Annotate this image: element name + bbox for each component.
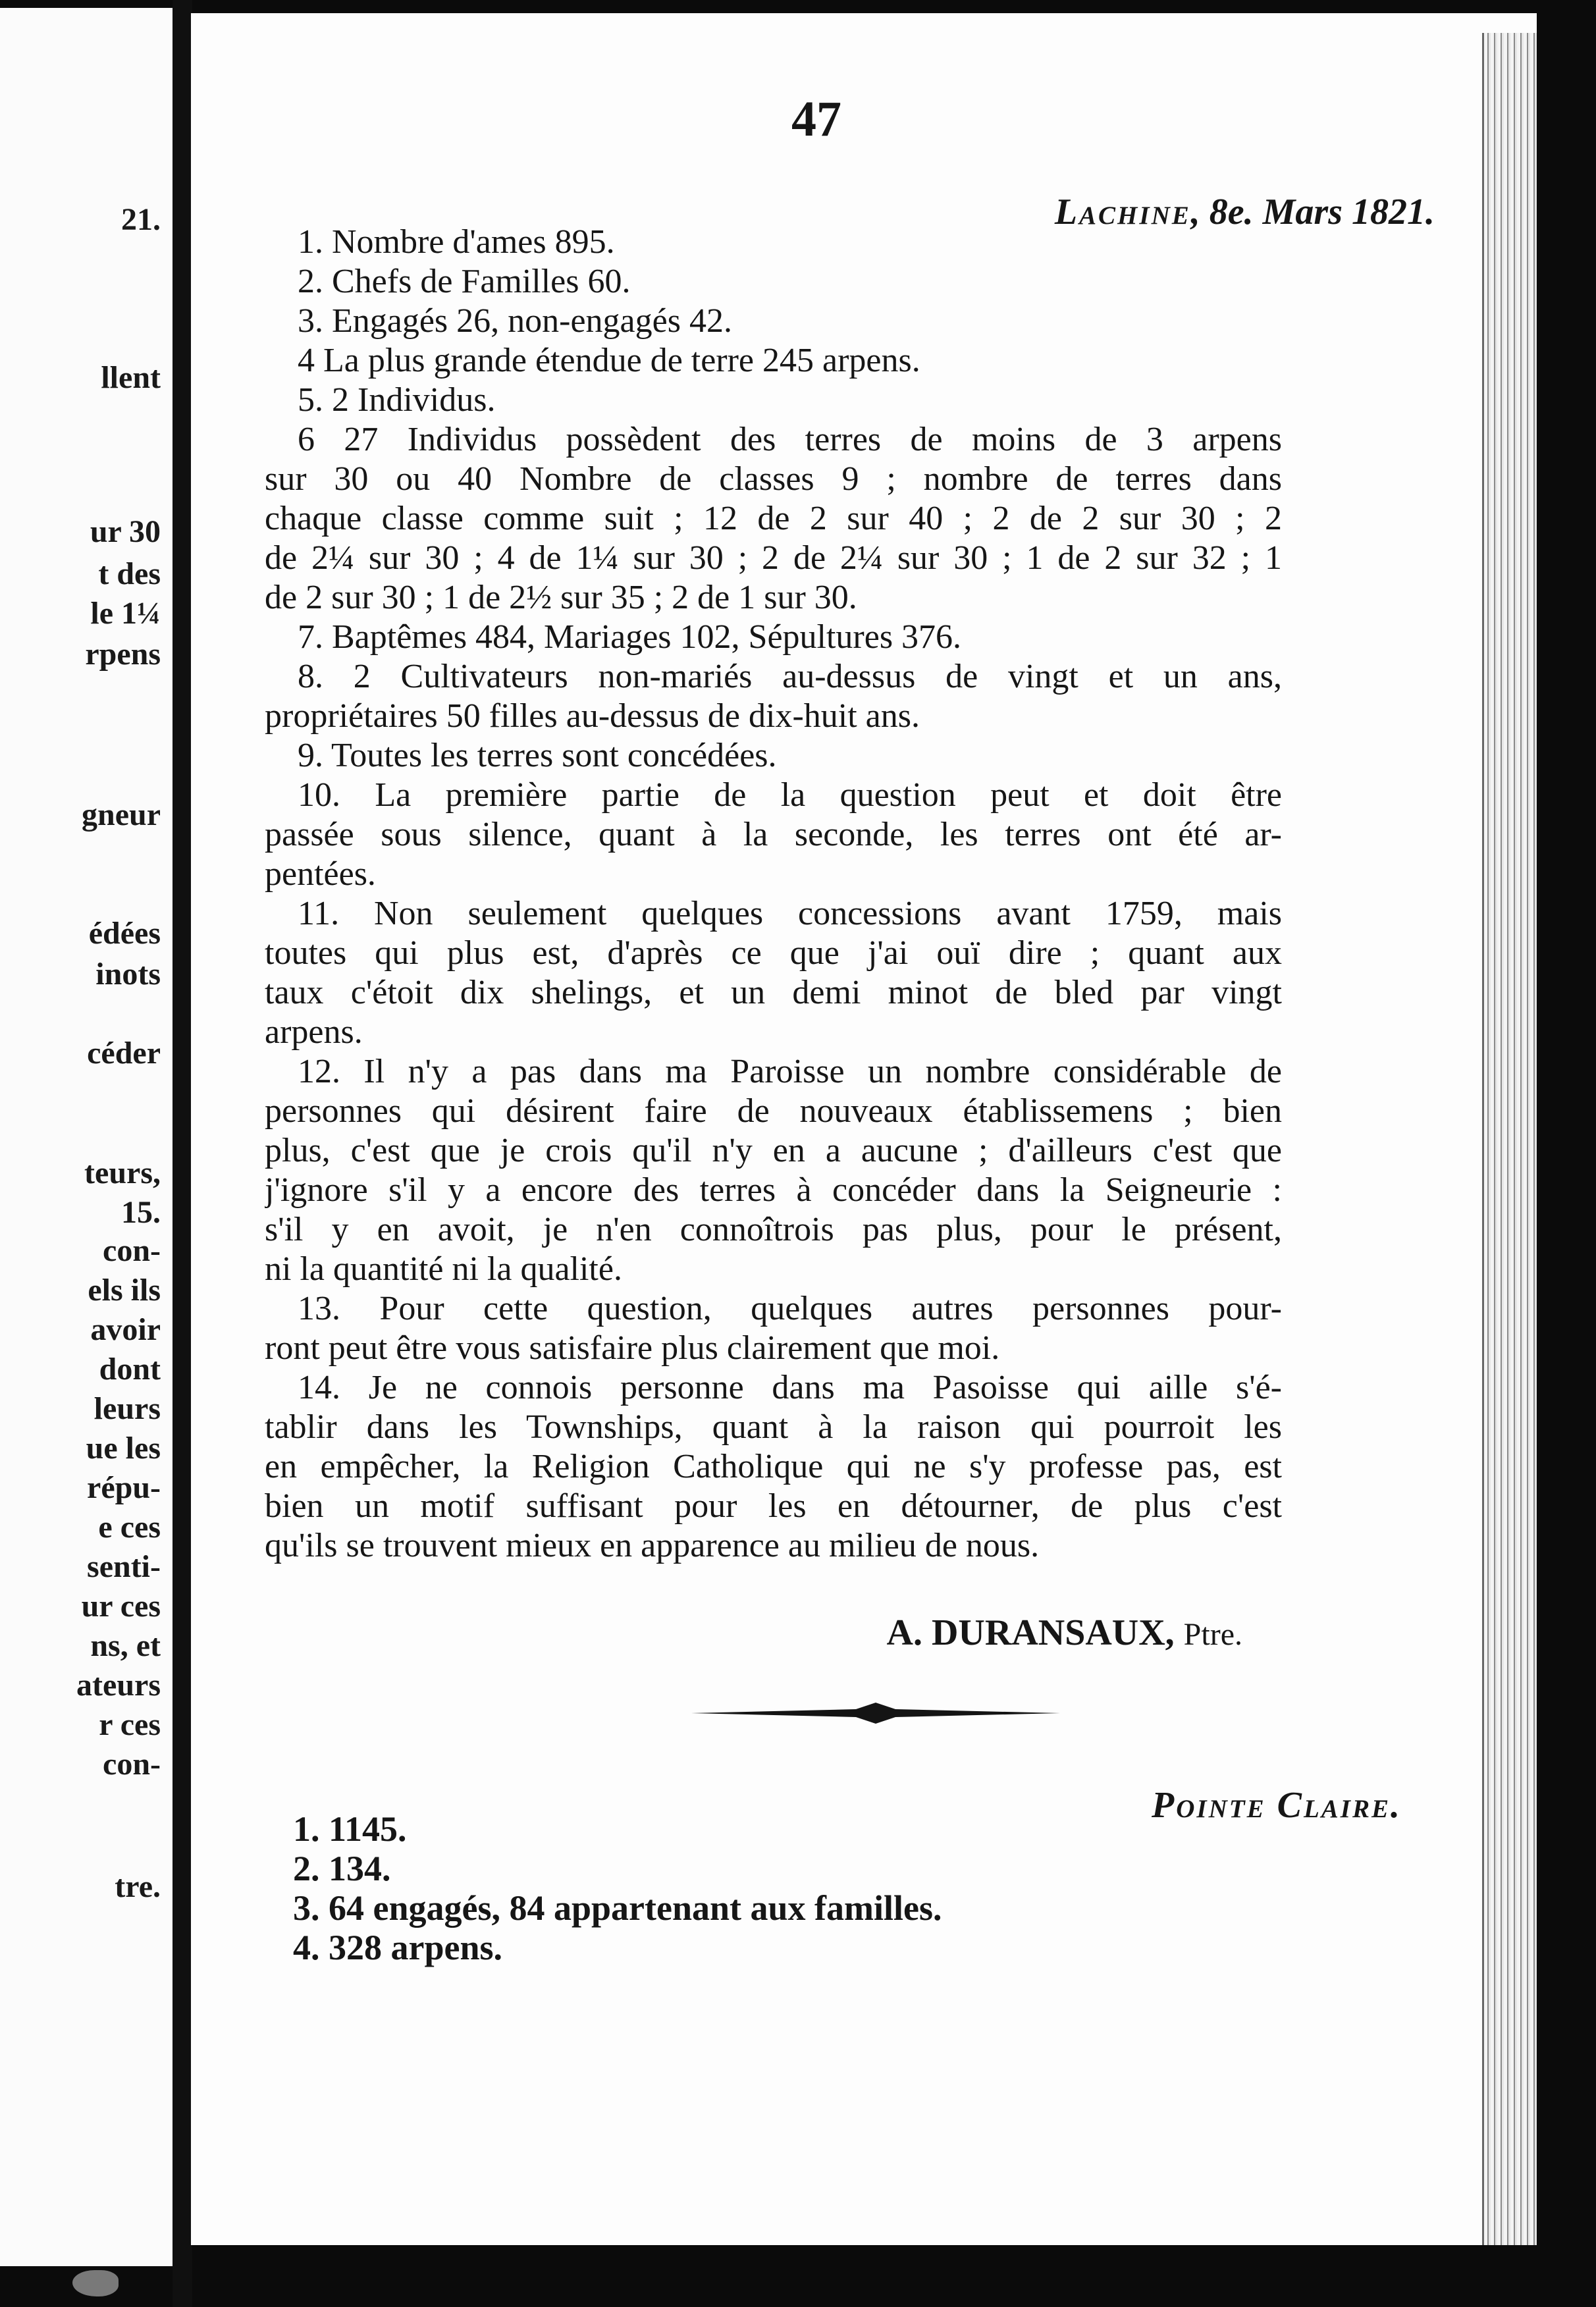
left-fragment: teurs,	[84, 1155, 161, 1190]
text-line: ni la quantité ni la qualité.	[265, 1250, 622, 1288]
left-fragment: inots	[95, 957, 161, 992]
left-fragment: els ils	[88, 1273, 161, 1308]
text-line: bien un motif suffisant pour les en détourner, de plus c'est	[265, 1487, 1282, 1525]
left-fragment: dont	[99, 1352, 161, 1387]
text-line: de 2¼ sur 30 ; 4 de 1¼ sur 30 ; 2 de 2¼ sur 30 ; 1 de 2 sur 32 ; 1	[265, 539, 1282, 577]
text-line: en empêcher, la Religion Catholique qui ne s'y professe pas, est	[265, 1448, 1282, 1485]
left-fragment: gneur	[82, 797, 161, 832]
list-item: 4. 328 arpens.	[293, 1928, 503, 1967]
date: , 8e. Mars 1821.	[1190, 192, 1435, 232]
text-line: toutes qui plus est, d'après ce que j'ai ouï dire ; quant aux	[265, 934, 1282, 972]
text-line: passée sous silence, quant à la seconde, les terres ont été ar-	[265, 816, 1282, 853]
pointe-claire-list	[293, 1809, 942, 1967]
left-fragment: rpens	[85, 637, 161, 672]
text-line: 11. Non seulement quelques concessions avant 1759, mais	[298, 895, 1282, 932]
left-fragment: édées	[88, 916, 161, 951]
text-line: pentées.	[265, 855, 376, 893]
text-line: 9. Toutes les terres sont concédées.	[298, 737, 777, 774]
text-line: 12. Il n'y a pas dans ma Paroisse un nombre considérable de	[298, 1053, 1282, 1090]
text-line: 14. Je ne connois personne dans ma Pasoisse qui aille s'é-	[298, 1369, 1282, 1406]
left-fragment: t des	[98, 556, 161, 591]
text-line: s'il y en avoit, je n'en connoîtrois pas plus, pour le présent,	[265, 1211, 1282, 1248]
left-fragment: tre.	[115, 1869, 161, 1904]
page-number: 47	[791, 92, 841, 147]
left-fragment: senti-	[87, 1549, 161, 1584]
left-fragment: leurs	[93, 1391, 161, 1426]
list-item: 1. 1145.	[293, 1809, 407, 1849]
scan-dust	[72, 2270, 119, 2296]
text-line: ront peut être vous satisfaire plus clairement que moi.	[265, 1329, 1000, 1367]
left-fragment: ns, et	[90, 1628, 161, 1663]
text-line: personnes qui désirent faire de nouveaux établissemens ; bien	[265, 1092, 1282, 1130]
signature-name: A. DURANSAUX,	[886, 1612, 1175, 1653]
signature	[265, 1613, 1282, 1657]
left-fragment: 21.	[121, 202, 161, 237]
text-line: de 2 sur 30 ; 1 de 2½ sur 35 ; 2 de 1 sur 30.	[265, 579, 857, 616]
text-line: 2. Chefs de Familles 60.	[298, 263, 631, 300]
page-edges	[1482, 33, 1537, 2245]
text-line: 10. La première partie de la question peut et doit être	[298, 776, 1282, 814]
text-line: 4 La plus grande étendue de terre 245 arpens.	[298, 342, 920, 379]
book-gutter	[173, 0, 192, 2307]
text-line: 1. Nombre d'ames 895.	[298, 223, 615, 261]
text-line: 13. Pour cette question, quelques autres personnes pour-	[298, 1290, 1282, 1327]
text-line: chaque classe comme suit ; 12 de 2 sur 40 ; 2 de 2 sur 30 ; 2	[265, 500, 1282, 537]
page	[191, 13, 1537, 2245]
left-fragment: céder	[87, 1036, 161, 1071]
text-line: 8. 2 Cultivateurs non-mariés au-dessus de vingt et un ans,	[298, 658, 1282, 695]
text-line: taux c'étoit dix shelings, et un demi minot de bled par vingt	[265, 974, 1282, 1011]
left-fragment: con-	[103, 1747, 161, 1782]
left-fragment: llent	[101, 360, 161, 395]
text-line: 5. 2 Individus.	[298, 381, 496, 419]
text-line: sur 30 ou 40 Nombre de classes 9 ; nombre de terres dans	[265, 460, 1282, 498]
text-line: 3. Engagés 26, non-engagés 42.	[298, 302, 732, 340]
ornament-divider	[691, 1700, 1060, 1726]
left-fragment: ue les	[86, 1431, 161, 1466]
text-line: qu'ils se trouvent mieux en apparence au milieu de nous.	[265, 1527, 1040, 1564]
left-fragment: ateurs	[76, 1668, 161, 1703]
body-text	[265, 223, 1282, 1657]
left-fragment: le 1¼	[90, 596, 161, 631]
text-line: propriétaires 50 filles au-dessus de dix-huit ans.	[265, 697, 920, 735]
text-line: tablir dans les Townships, quant à la raison qui pourroit les	[265, 1408, 1282, 1446]
facing-page-left	[0, 8, 175, 2266]
left-fragment: ur ces	[81, 1589, 161, 1624]
signature-title: Ptre.	[1183, 1617, 1242, 1652]
text-line: 6 27 Individus possèdent des terres de moins de 3 arpens	[298, 421, 1282, 458]
text-line: plus, c'est que je crois qu'il n'y en a aucune ; d'ailleurs c'est que	[265, 1132, 1282, 1169]
left-fragment: r ces	[99, 1707, 161, 1742]
text-line: 7. Baptêmes 484, Mariages 102, Sépultures 376.	[298, 618, 962, 656]
place-name: Lachine	[1054, 192, 1191, 232]
text-line: arpens.	[265, 1013, 363, 1051]
left-fragment: con-	[103, 1233, 161, 1268]
left-fragment: avoir	[90, 1312, 161, 1347]
left-fragment: 15.	[121, 1195, 161, 1230]
list-item: 2. 134.	[293, 1849, 391, 1888]
left-fragment: répu-	[87, 1470, 161, 1505]
section-heading: Pointe Claire.	[1152, 1785, 1402, 1826]
text-line: j'ignore s'il y a encore des terres à concéder dans la Seigneurie :	[265, 1171, 1282, 1209]
left-fragment: e ces	[98, 1510, 161, 1545]
left-fragment: ur 30	[90, 514, 161, 549]
list-item: 3. 64 engagés, 84 appartenant aux familles.	[293, 1888, 942, 1928]
